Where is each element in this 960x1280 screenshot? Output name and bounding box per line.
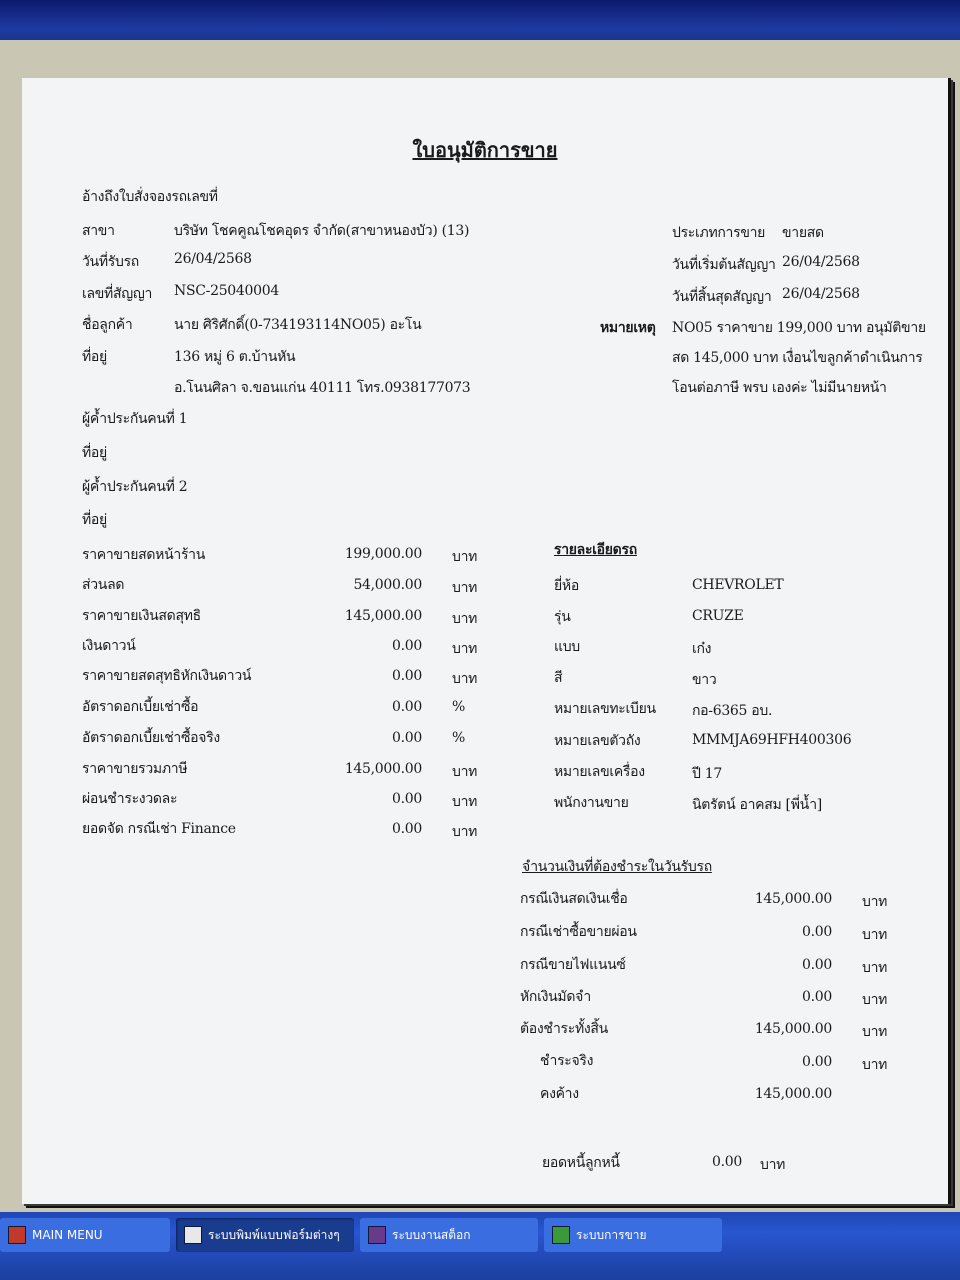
price-value: 145,000.00: [344, 761, 422, 777]
contract-no-value: NSC-25040004: [174, 283, 279, 299]
payment-label: ชำระจริง: [540, 1053, 594, 1069]
car-detail-value: กอ-6365 อบ.: [692, 703, 773, 719]
customer-value: นาย ศิริศักดิ์(0-734193114NO05) อะโน: [174, 317, 422, 333]
price-value: 0.00: [392, 668, 422, 684]
price-label: ราคาขายสดสุทธิหักเงินดาวน์: [82, 668, 252, 684]
price-unit: บาท: [452, 580, 478, 596]
price-unit: บาท: [452, 671, 478, 687]
branch-label: สาขา: [82, 223, 115, 239]
payment-value: 0.00: [802, 989, 832, 1005]
price-unit: บาท: [452, 794, 478, 810]
payment-unit: บาท: [862, 894, 888, 910]
payment-title: จำนวนเงินที่ต้องชำระในวันรับรถ: [522, 859, 712, 875]
payment-label: หักเงินมัดจำ: [520, 989, 591, 1005]
car-detail-label: หมายเลขเครื่อง: [554, 764, 645, 780]
address-label: ที่อยู่: [82, 349, 107, 365]
payment-label: ต้องชำระทั้งสิ้น: [520, 1021, 608, 1037]
price-label: ส่วนลด: [82, 577, 125, 593]
price-label: ราคาขายสดหน้าร้าน: [82, 547, 205, 563]
price-label: ราคาขายรวมภาษี: [82, 761, 188, 777]
guarantor-1-address-label: ที่อยู่: [82, 445, 107, 461]
price-value: 145,000.00: [344, 608, 422, 624]
car-detail-label: แบบ: [554, 639, 580, 655]
taskbar-item-label: ระบบงานสต็อก: [392, 1227, 471, 1242]
payment-label: คงค้าง: [540, 1086, 579, 1102]
payment-unit: บาท: [862, 992, 888, 1008]
payment-label: กรณีเงินสดเงินเชื่อ: [520, 891, 628, 907]
car-detail-value: CRUZE: [692, 608, 744, 624]
contract-end-value: 26/04/2568: [782, 286, 860, 302]
taskbar: [0, 1212, 960, 1280]
customer-label: ชื่อลูกค้า: [82, 317, 133, 333]
remark-label: หมายเหตุ: [600, 320, 656, 336]
car-detail-value: CHEVROLET: [692, 577, 784, 593]
car-detail-label: หมายเลขตัวถัง: [554, 733, 641, 749]
guarantor-2-label: ผู้ค้ำประกันคนที่ 2: [82, 479, 188, 495]
price-value: 0.00: [392, 699, 422, 715]
price-value: 0.00: [392, 821, 422, 837]
payment-unit: บาท: [862, 960, 888, 976]
document-icon: [184, 1226, 202, 1244]
remark-line: สด 145,000 บาท เงื่อนไขลูกค้าดำเนินการ: [672, 350, 923, 366]
taskbar-item-label: MAIN MENU: [32, 1228, 103, 1242]
car-detail-label: สี: [554, 670, 563, 686]
car-detail-value: ปี 17: [692, 766, 722, 782]
car-detail-value: นิตรัตน์ อาคสม [พี่น้ำ]: [692, 797, 822, 813]
price-label: ราคาขายเงินสดสุทธิ: [82, 608, 201, 624]
car-detail-label: ยี่ห้อ: [554, 578, 579, 594]
remark-line: NO05 ราคาขาย 199,000 บาท อนุมัติขาย: [672, 320, 926, 336]
price-label: อัตราดอกเบี้ยเช่าซื้อ: [82, 699, 199, 715]
payment-label: กรณีขายไฟแนนซ์: [520, 957, 626, 973]
payment-value: 0.00: [802, 1054, 832, 1070]
payment-unit: บาท: [862, 1057, 888, 1073]
payment-value: 0.00: [802, 924, 832, 940]
price-value: 0.00: [392, 791, 422, 807]
receive-date-label: วันที่รับรถ: [82, 254, 139, 270]
price-value: 54,000.00: [353, 577, 422, 593]
guarantor-1-label: ผู้ค้ำประกันคนที่ 1: [82, 411, 188, 427]
price-value: 0.00: [392, 730, 422, 746]
car-detail-label: พนักงานขาย: [554, 795, 629, 811]
taskbar-item-main-menu[interactable]: [0, 1218, 170, 1252]
sales-app-icon: [552, 1226, 570, 1244]
debt-label: ยอดหนี้ลูกหนี้: [542, 1155, 620, 1171]
taskbar-item-stock[interactable]: [360, 1218, 538, 1252]
address-line-1: 136 หมู่ 6 ต.บ้านหัน: [174, 349, 296, 365]
price-unit: บาท: [452, 824, 478, 840]
payment-value: 145,000.00: [754, 891, 832, 907]
contract-start-label: วันที่เริ่มต้นสัญญา: [672, 257, 776, 273]
booking-ref-label: อ้างถึงใบสั่งจองรถเลขที่: [82, 189, 218, 205]
payment-value: 145,000.00: [754, 1086, 832, 1102]
car-details-title: รายละเอียดรถ: [554, 542, 637, 558]
sale-type-value: ขายสด: [782, 225, 824, 241]
payment-value: 145,000.00: [754, 1021, 832, 1037]
price-unit: บาท: [452, 764, 478, 780]
price-label: อัตราดอกเบี้ยเช่าซื้อจริง: [82, 730, 220, 746]
taskbar-item-label: ระบบการขาย: [576, 1227, 647, 1242]
contract-start-value: 26/04/2568: [782, 254, 860, 270]
print-preview-page: [22, 78, 951, 1204]
price-label: เงินดาวน์: [82, 638, 136, 654]
sale-type-label: ประเภทการขาย: [672, 225, 766, 241]
document-title: ใบอนุมัติการขาย: [412, 138, 558, 162]
payment-unit: บาท: [862, 1024, 888, 1040]
payment-label: กรณีเช่าซื้อขายผ่อน: [520, 924, 637, 940]
car-detail-value: เก๋ง: [692, 641, 712, 657]
price-label: ผ่อนชำระงวดละ: [82, 791, 178, 807]
guarantor-2-address-label: ที่อยู่: [82, 512, 107, 528]
payment-value: 0.00: [802, 957, 832, 973]
price-value: 199,000.00: [344, 546, 422, 562]
car-detail-label: หมายเลขทะเบียน: [554, 701, 656, 717]
stock-app-icon: [368, 1226, 386, 1244]
car-detail-label: รุ่น: [554, 609, 571, 625]
price-unit: บาท: [452, 611, 478, 627]
price-value: 0.00: [392, 638, 422, 654]
remark-line: โอนต่อภาษี พรบ เองค่ะ ไม่มีนายหน้า: [672, 380, 887, 396]
taskbar-item-print-forms[interactable]: [176, 1218, 354, 1252]
price-unit: %: [452, 730, 466, 746]
contract-end-label: วันที่สิ้นสุดสัญญา: [672, 289, 772, 305]
debt-value: 0.00: [712, 1154, 742, 1170]
taskbar-item-sales[interactable]: [544, 1218, 722, 1252]
price-unit: บาท: [452, 641, 478, 657]
branch-value: บริษัท โชคคูณโชคอุดร จำกัด(สาขาหนองบัว) (13): [174, 223, 470, 239]
car-detail-value: ขาว: [692, 672, 717, 688]
debt-unit: บาท: [760, 1157, 786, 1173]
payment-unit: บาท: [862, 927, 888, 943]
price-unit: %: [452, 699, 466, 715]
taskbar-item-label: ระบบพิมพ์แบบฟอร์มต่างๆ: [208, 1227, 340, 1242]
price-unit: บาท: [452, 549, 478, 565]
menu-app-icon: [8, 1226, 26, 1244]
address-line-2: อ.โนนศิลา จ.ขอนแก่น 40111 โทร.0938177073: [174, 380, 471, 396]
contract-no-label: เลขที่สัญญา: [82, 286, 153, 302]
receive-date-value: 26/04/2568: [174, 251, 252, 267]
car-detail-value: MMMJA69HFH400306: [692, 732, 852, 748]
price-label: ยอดจัด กรณีเช่า Finance: [82, 821, 236, 837]
